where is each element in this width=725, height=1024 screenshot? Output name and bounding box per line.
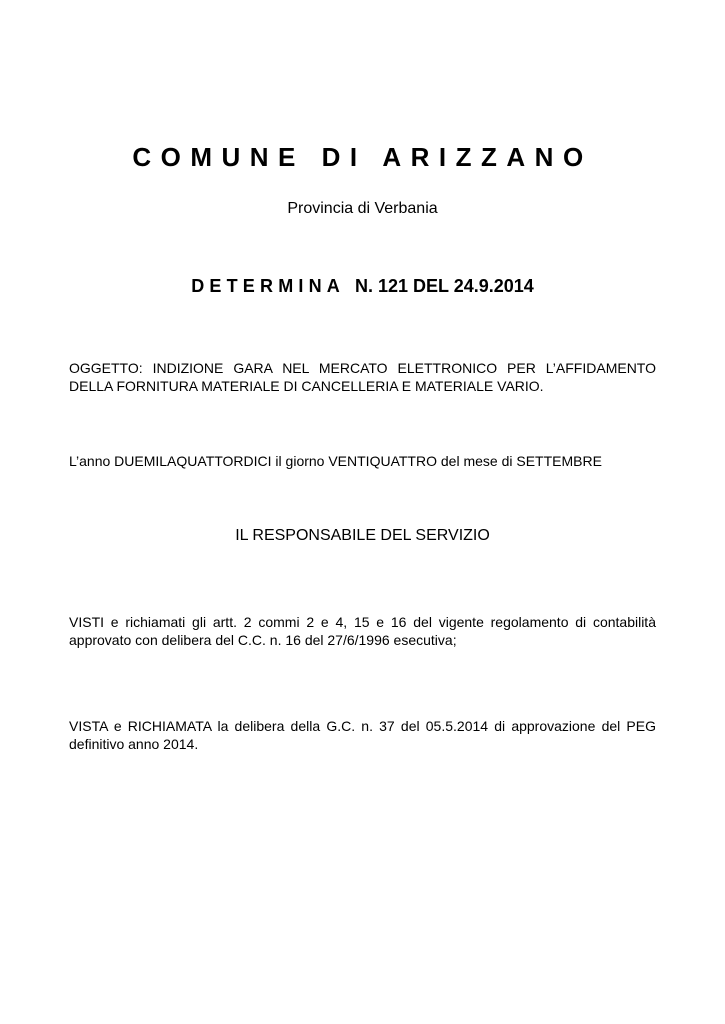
vista-line-1: VISTA e RICHIAMATA la delibera della G.C. n. 37 del 05.5.2014 di approvazione del PEG bbox=[69, 718, 656, 734]
oggetto-paragraph bbox=[69, 359, 656, 395]
visti-paragraph bbox=[69, 613, 656, 649]
oggetto-line-2: DELLA FORNITURA MATERIALE DI CANCELLERIA E MATERIALE VARIO. bbox=[69, 378, 544, 394]
province-subtitle: Provincia di Verbania bbox=[287, 200, 438, 217]
page-title: COMUNE DI ARIZZANO bbox=[132, 142, 593, 172]
anno-paragraph: L’anno DUEMILAQUATTORDICI il giorno VENTIQUATTRO del mese di SETTEMBRE bbox=[69, 453, 602, 469]
visti-line-1: VISTI e richiamati gli artt. 2 commi 2 e 4, 15 e 16 del vigente regolamento di contabilità bbox=[69, 614, 656, 630]
visti-line-2: approvato con delibera del C.C. n. 16 del 27/6/1996 esecutiva; bbox=[69, 632, 457, 648]
vista-paragraph bbox=[69, 717, 656, 753]
oggetto-line-1: OGGETTO: INDIZIONE GARA NEL MERCATO ELETTRONICO PER L’AFFIDAMENTO bbox=[69, 360, 656, 376]
determina-heading bbox=[0, 274, 725, 298]
responsabile-heading: IL RESPONSABILE DEL SERVIZIO bbox=[235, 527, 490, 544]
determina-label: DETERMINA bbox=[191, 276, 345, 296]
vista-line-2: definitivo anno 2014. bbox=[69, 736, 199, 752]
determina-number: N. 121 DEL 24.9.2014 bbox=[355, 276, 534, 296]
